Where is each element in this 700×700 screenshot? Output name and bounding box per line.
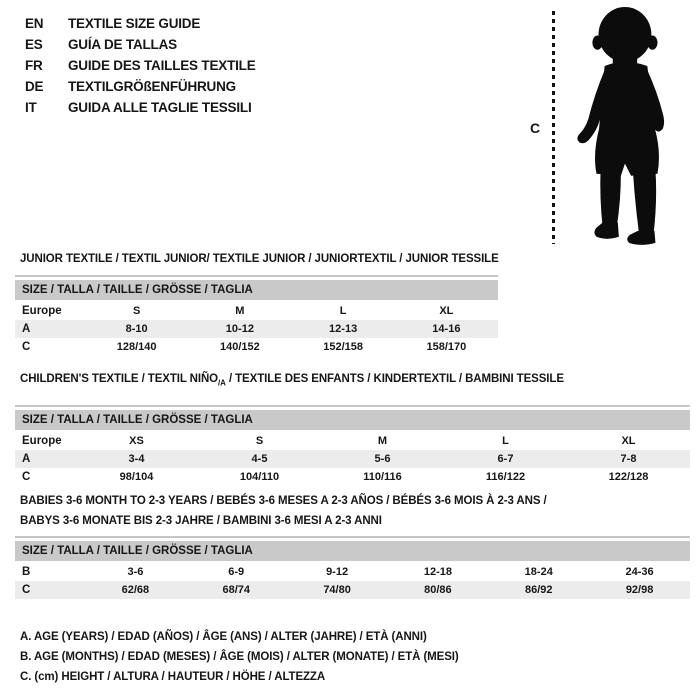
cell: 158/170 — [426, 341, 467, 353]
table-row-age-months — [15, 563, 690, 581]
size-table-header: SIZE / TALLA / TAILLE / GRÖSSE / TAGLIA — [15, 541, 690, 561]
cell: M — [377, 435, 388, 448]
cell: 128/140 — [116, 341, 157, 353]
language-row-fr — [25, 55, 256, 76]
junior-size-table — [15, 275, 498, 356]
cell: 3-4 — [128, 453, 145, 466]
section-title — [20, 372, 690, 390]
section-children-textile — [15, 372, 690, 486]
section-title-subscript: /A — [218, 378, 226, 388]
cell: S — [255, 435, 264, 448]
cell: 18-24 — [524, 566, 553, 578]
row-label: A — [22, 323, 31, 335]
row-label: C — [22, 584, 31, 596]
language-row-en — [25, 13, 256, 34]
table-row-height — [15, 581, 690, 599]
size-table-header: SIZE / TALLA / TAILLE / GRÖSSE / TAGLIA — [15, 280, 498, 300]
cell: 68/74 — [222, 584, 250, 596]
language-row-de — [25, 76, 256, 97]
cell: XS — [129, 435, 144, 448]
language-code: EN — [25, 16, 44, 31]
cell: 104/110 — [239, 471, 280, 484]
language-title: GUIDE DES TAILLES TEXTILE — [68, 58, 256, 73]
section-title-line1: BABIES 3-6 MONTH TO 2-3 YEARS / BEBÉS 3-6 MESES A 2-3 AÑOS / BÉBÉS 3-6 MOIS À 2-3 ANS / — [20, 495, 547, 507]
footnotes — [20, 627, 459, 687]
section-title-text: CHILDREN'S TEXTILE / TEXTIL NIÑO — [20, 373, 219, 385]
table-row-height — [15, 338, 498, 356]
cell: M — [235, 305, 245, 317]
language-title: GUÍA DE TALLAS — [68, 37, 177, 52]
cell: 98/104 — [119, 471, 154, 484]
babies-size-table — [15, 536, 690, 599]
cell: 14-16 — [432, 323, 461, 335]
cell: 152/158 — [323, 341, 363, 353]
cell: 6-7 — [497, 453, 514, 466]
section-title-line2: BABYS 3-6 MONATE BIS 2-3 JAHRE / BAMBINI 3-6 MESI A 2-3 ANNI — [20, 515, 382, 527]
cell: 74/80 — [323, 584, 351, 596]
row-label: Europe — [22, 305, 62, 317]
row-label: A — [22, 453, 31, 466]
table-row-age-years — [15, 320, 498, 338]
cell: 4-5 — [251, 453, 268, 466]
cell: 80/86 — [424, 584, 452, 596]
cell: 116/122 — [485, 471, 526, 484]
language-title: TEXTILE SIZE GUIDE — [68, 16, 201, 31]
cell: 10-12 — [225, 323, 254, 335]
cell: 12-13 — [329, 323, 358, 335]
language-code: DE — [25, 79, 44, 94]
cell: 62/68 — [121, 584, 150, 596]
cell: 110/116 — [363, 471, 402, 484]
row-label: B — [22, 566, 31, 578]
language-code: IT — [25, 100, 37, 115]
cell: S — [132, 305, 141, 317]
section-junior-textile — [15, 252, 690, 356]
measure-label-c: C — [530, 120, 541, 136]
row-label: Europe — [22, 435, 62, 448]
toddler-silhouette-icon — [568, 5, 688, 254]
section-babies-textile — [15, 494, 690, 599]
table-row-europe — [15, 302, 498, 320]
language-row-es — [25, 34, 256, 55]
cell: 7-8 — [620, 453, 637, 466]
table-row-age-years — [15, 450, 690, 468]
cell: 12-18 — [423, 566, 452, 578]
children-size-table — [15, 405, 690, 486]
cell: 140/152 — [219, 341, 260, 353]
cell: 6-9 — [228, 566, 245, 578]
cell: L — [339, 305, 347, 317]
footnote-b: B. AGE (MONTHS) / EDAD (MESES) / ÂGE (MOIS) / ALTER (MONATE) / ETÀ (MESI) — [20, 651, 459, 663]
section-title: JUNIOR TEXTILE / TEXTIL JUNIOR/ TEXTILE JUNIOR / JUNIORTEXTIL / JUNIOR TESSILE — [20, 253, 499, 265]
cell: 122/128 — [608, 471, 649, 484]
cell: XL — [621, 435, 636, 448]
cell: L — [502, 435, 509, 448]
cell: 86/92 — [524, 584, 553, 596]
height-dotted-line — [552, 11, 555, 244]
cell: XL — [439, 305, 454, 317]
row-label: C — [22, 341, 31, 353]
language-code: ES — [25, 37, 43, 52]
cell: 3-6 — [127, 566, 144, 578]
row-label: C — [22, 471, 31, 484]
language-title: TEXTILGRÖßENFÜHRUNG — [68, 79, 236, 94]
table-row-height — [15, 468, 690, 486]
cell: 5-6 — [374, 453, 391, 466]
cell: 92/98 — [625, 584, 654, 596]
section-title-text: / TEXTILE DES ENFANTS / KINDERTEXTIL / BAMBINI TESSILE — [225, 373, 564, 385]
size-table-header: SIZE / TALLA / TAILLE / GRÖSSE / TAGLIA — [15, 410, 690, 430]
cell: 9-12 — [326, 566, 349, 578]
measurement-diagram — [528, 4, 694, 252]
language-row-it — [25, 97, 256, 118]
language-title: GUIDA ALLE TAGLIE TESSILI — [68, 100, 252, 115]
cell: 24-36 — [625, 566, 654, 578]
footnote-a: A. AGE (YEARS) / EDAD (AÑOS) / ÂGE (ANS) / ALTER (JAHRE) / ETÀ (ANNI) — [20, 631, 427, 643]
cell: 8-10 — [125, 323, 148, 335]
table-row-europe — [15, 432, 690, 450]
language-code: FR — [25, 58, 43, 73]
footnote-c: C. (cm) HEIGHT / ALTURA / HAUTEUR / HÖHE / ALTEZZA — [20, 671, 326, 683]
language-list — [25, 13, 256, 118]
